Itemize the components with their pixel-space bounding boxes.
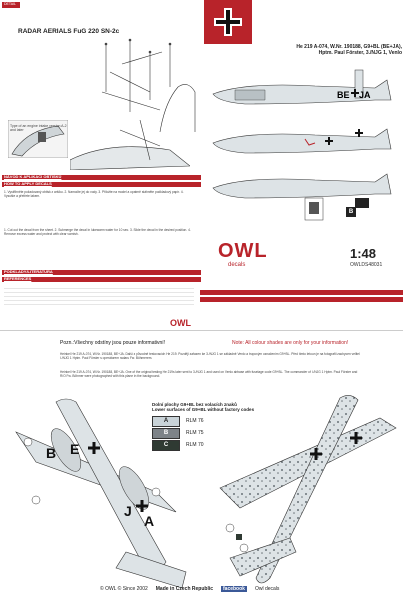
balkenkreuz-icon bbox=[214, 8, 242, 36]
instructions-banner-en bbox=[2, 182, 201, 187]
right-red-band-2 bbox=[200, 297, 403, 302]
facebook-icon[interactable]: facebook bbox=[223, 586, 245, 592]
underside-left-code-a: A bbox=[144, 513, 155, 529]
callout-b-marker: B bbox=[346, 207, 356, 217]
scale-label: 1:48 bbox=[350, 246, 377, 261]
footer bbox=[100, 586, 400, 592]
intake-note-line1: Type of an engine intake version A-2 bbox=[10, 124, 67, 128]
detail-banner: DETAIL bbox=[2, 2, 20, 8]
instructions-en: 1. Cut out the decal from the sheet. 2. Submerge the decal in lukewarm water for 10 sec. 3. Slide the decal in the desired position. 4. Remove excess water and protect with clear varnish. bbox=[4, 228, 191, 236]
legend-title-en: Lower surfaces of G9+BL without factory codes bbox=[152, 407, 255, 412]
references-banner-en bbox=[2, 277, 201, 282]
underside-left-code-b: B bbox=[46, 445, 57, 461]
note-header-cz: Pozn.:Všechny odstíny jsou pouze informativní! bbox=[60, 340, 166, 346]
legend-swatch-a: A bbox=[152, 416, 180, 427]
references-text bbox=[4, 285, 194, 305]
section-divider bbox=[0, 330, 403, 331]
product-code: OWLDS48031 bbox=[350, 262, 383, 268]
footer-made-in: Made in Czech Republic bbox=[155, 586, 213, 592]
intake-nacelle-illustration bbox=[70, 120, 190, 170]
intake-note bbox=[10, 124, 70, 132]
note-body-cz: Heinkel He 219 A-074, W.Nr. 190188, BE+JA. Další z původně testovacích He 219. Později zařazen ke 3./NJG 1 se základně Venlo a trupovým označením G9+BL. Před tímto letoun je na fotografii zachycen velitel I./NJG 1 Hptm. Paul Förster s operátorem radaru Fw. Böhmerem. bbox=[60, 352, 360, 360]
aerials-illustration bbox=[10, 32, 200, 132]
legend-swatch-c: C bbox=[152, 440, 180, 451]
note-body-en: Heinkel He 219 A-074, W.Nr. 190188, BE+JA. One of the original testing He 219s later sent to 3./NJG 1 and used on Venlo airbase with fuselage code G9+BL. The commander of I./NJG 1 Hptm. Paul Förster and R/O Fw. Böhmer were photographed with this plane in the background. bbox=[60, 370, 358, 378]
legend-swatch-b: B bbox=[152, 428, 180, 439]
instructions-banner-cz bbox=[2, 175, 201, 180]
references-banner-cz bbox=[2, 270, 201, 275]
banner-en-title: HOW TO APPLY DECALS bbox=[4, 182, 52, 186]
underside-left-code-e: E bbox=[70, 441, 80, 457]
note-header-en: Note: All colour shades are only for your information! bbox=[232, 340, 349, 346]
footer-owl-decals: Owl decals bbox=[254, 586, 280, 592]
side-view-1 bbox=[205, 60, 395, 120]
owl-logo-sub: decals bbox=[228, 262, 246, 268]
legend-label-c: RLM 70 bbox=[186, 442, 204, 448]
upper-view-right bbox=[200, 388, 400, 598]
aircraft-caption-line2: Hptm. Paul Förster, 3./NJG 1, Venlo bbox=[318, 50, 402, 56]
side-view-3 bbox=[205, 158, 395, 228]
aircraft-caption bbox=[232, 44, 402, 56]
owl-mark-small: OWL bbox=[170, 318, 191, 328]
side-view-code-text: BE bbox=[337, 90, 350, 100]
references-en-title: REFERENCES bbox=[4, 277, 32, 281]
instructions-cz: 1. Vystřihněte požadovaný obtisk z aršíku. 2. Namočte jej do vody. 3. Přiložte na model a opatrně stáhněte podkladový papír. 4. Vysušte a přetřete lakem. bbox=[4, 190, 184, 198]
aircraft-caption-line1: He 219 A-074, W.Nr. 190188, G9+BL (BE+JA), bbox=[296, 44, 402, 50]
banner-cz-title: NÁVOD K APLIKACI OBTISKŮ bbox=[4, 175, 62, 179]
right-red-band bbox=[200, 290, 403, 295]
legend-title-cz: Dolní plochy G9+BL bez volacích znaků bbox=[152, 402, 237, 407]
owl-logo: OWL bbox=[218, 240, 268, 262]
intake-note-line2: and later bbox=[10, 128, 24, 132]
legend-label-a: RLM 76 bbox=[186, 418, 204, 424]
references-cz-title: PODKLADY/LITERATURA bbox=[4, 270, 53, 274]
legend-label-b: RLM 75 bbox=[186, 430, 204, 436]
aerials-title: RADAR AERIALS FuG 220 SN-2c bbox=[18, 28, 120, 35]
footer-copyright: © OWL © Since 2002 bbox=[100, 586, 148, 592]
underside-left-code-j: J bbox=[124, 503, 132, 519]
side-view-code-text-2: JA bbox=[359, 90, 371, 100]
